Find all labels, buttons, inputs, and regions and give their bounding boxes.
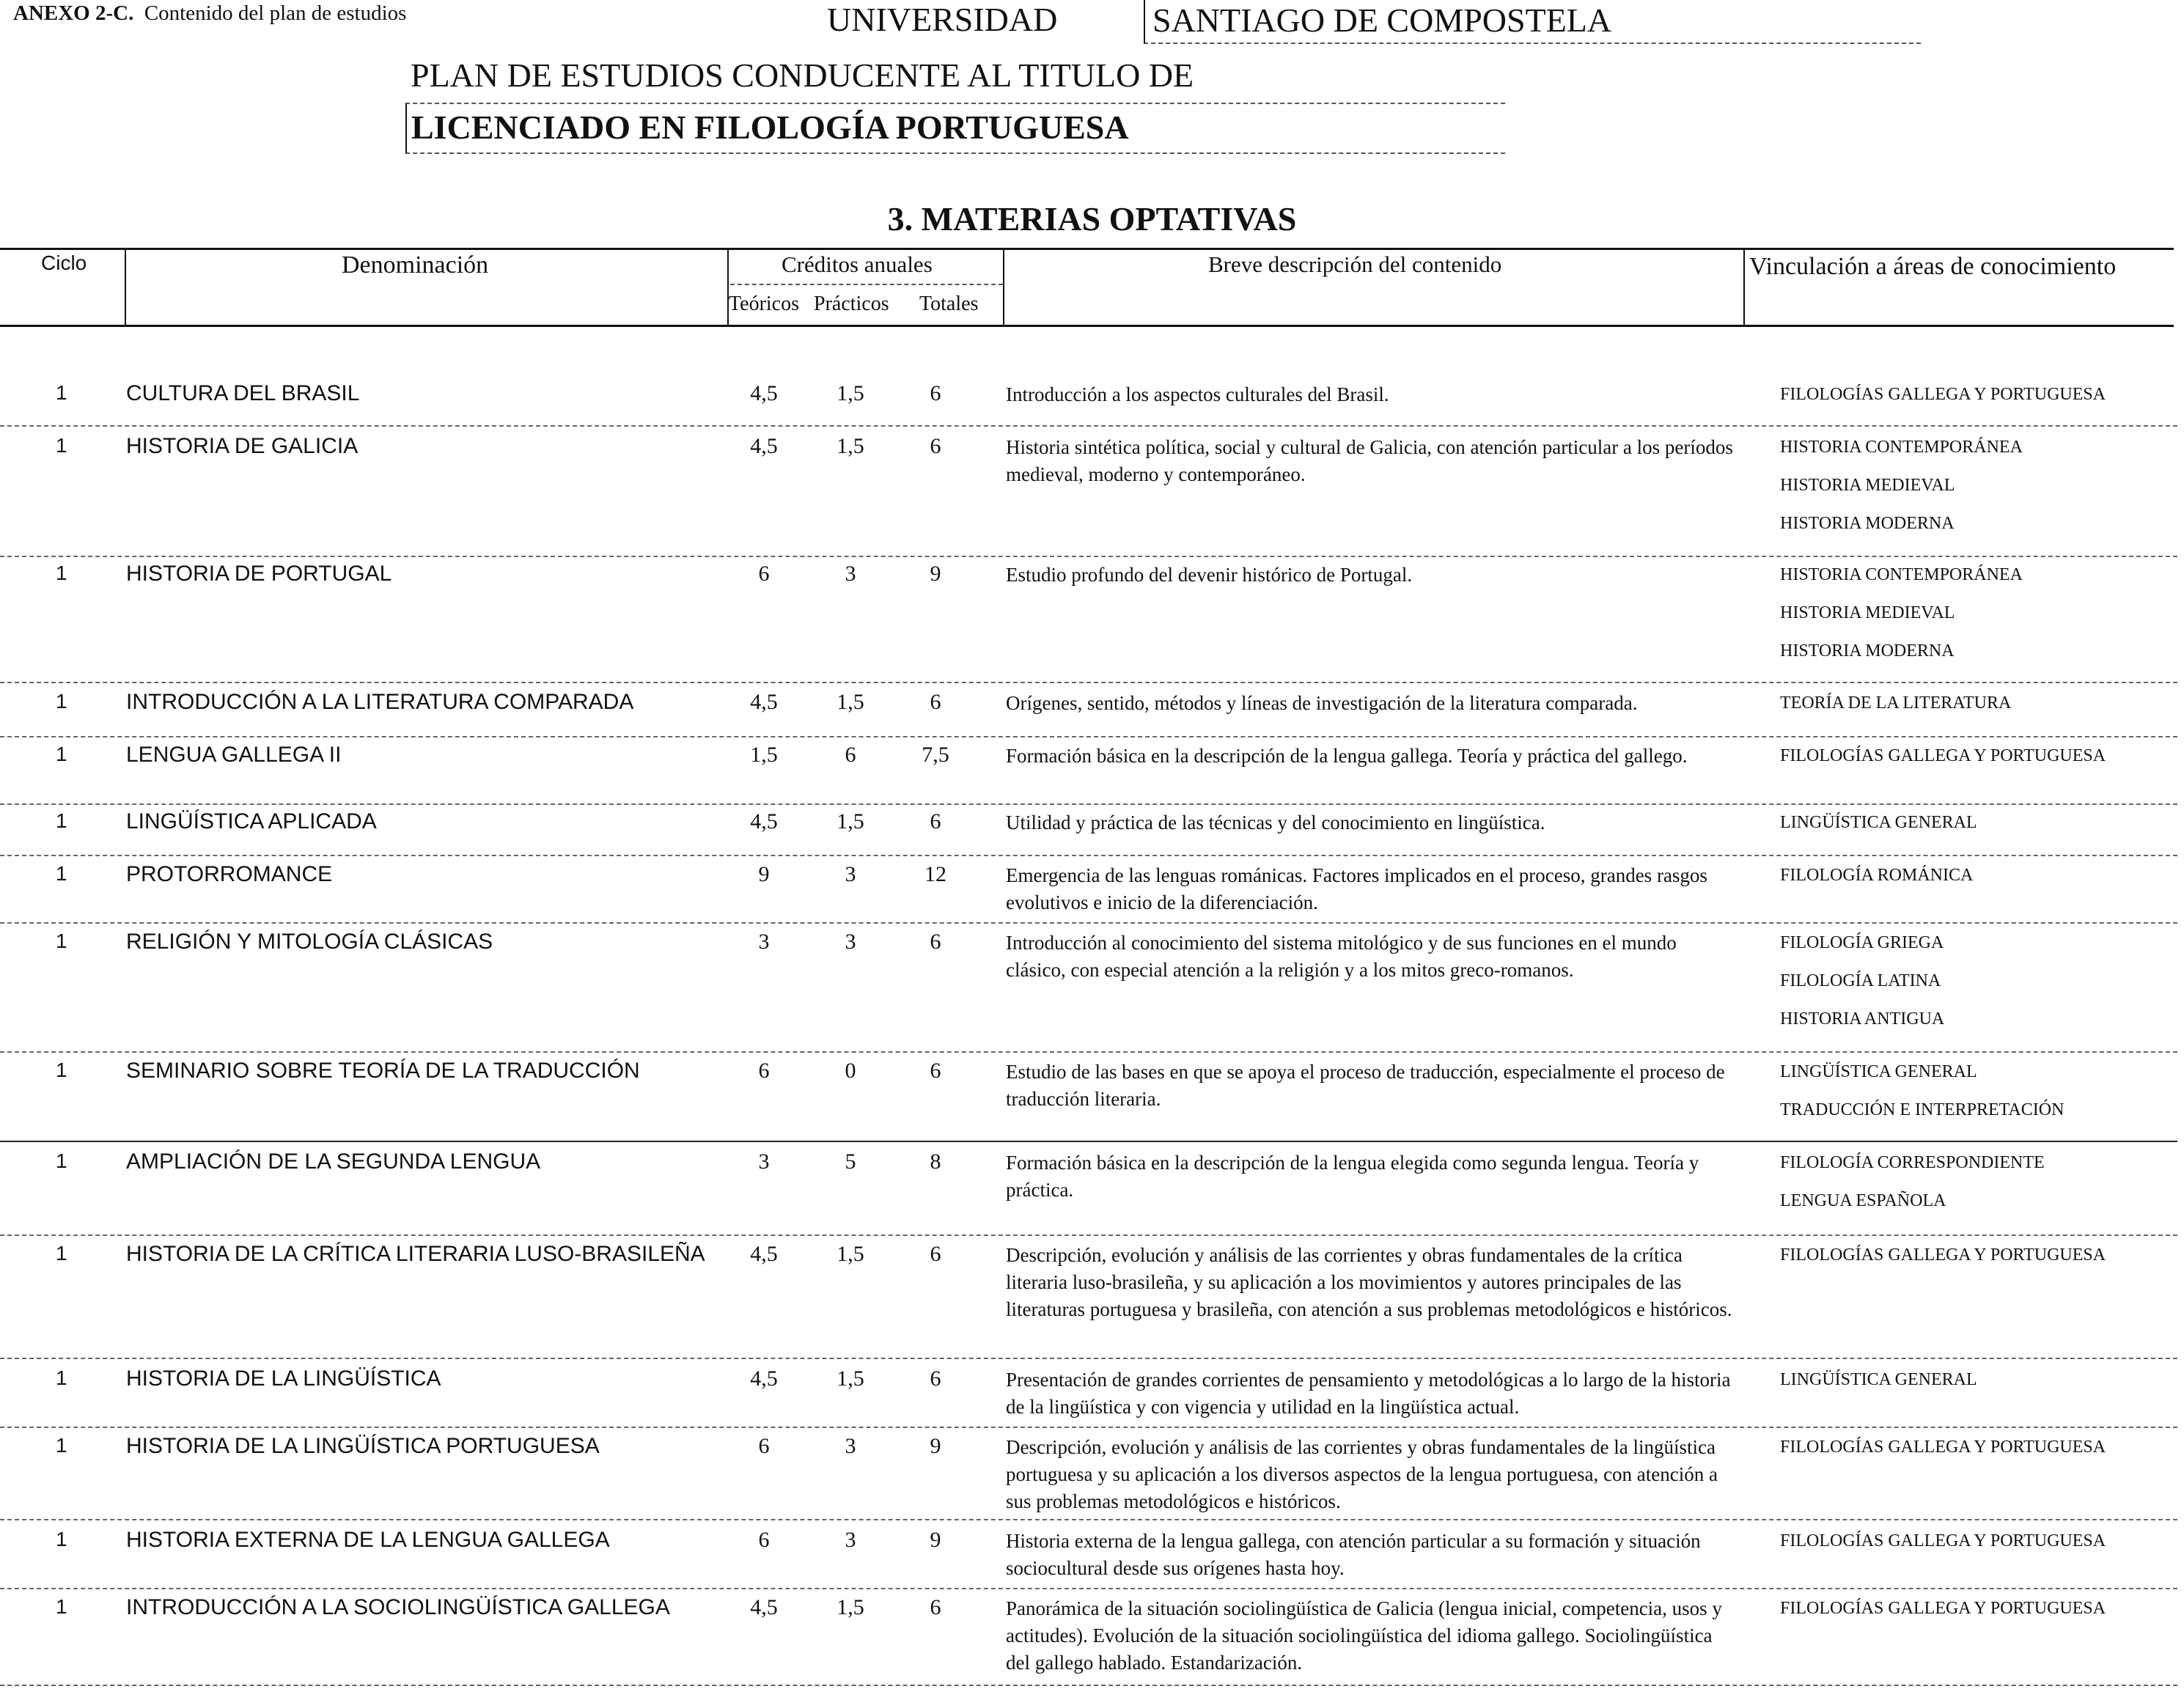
area-item: FILOLOGÍAS GALLEGA Y PORTUGUESA bbox=[1780, 746, 2106, 765]
cell-denominacion: INTRODUCCIÓN A LA LITERATURA COMPARADA bbox=[126, 690, 634, 714]
cell-totales: 6 bbox=[930, 1242, 941, 1266]
cell-descripcion: Formación básica en la descripción de la lengua elegida como segunda lengua. Teoría y práctica. bbox=[1006, 1152, 1699, 1201]
area-item: HISTORIA MODERNA bbox=[1780, 514, 1955, 533]
cell-descripcion: Presentación de grandes corrientes de pensamiento y metodológicas a lo largo de la historia de la lingüística y con vigencia y utilidad en la lingüística actual. bbox=[1006, 1369, 1731, 1418]
area-item: HISTORIA CONTEMPORÁNEA bbox=[1780, 565, 2023, 584]
degree-title: LICENCIADO EN FILOLOGÍA PORTUGUESA bbox=[405, 103, 1505, 154]
row-separator bbox=[0, 803, 2177, 805]
row-separator bbox=[0, 1519, 2177, 1520]
row-separator bbox=[0, 1141, 2177, 1142]
cell-descripcion: Emergencia de las lenguas románicas. Factores implicados en el proceso, grandes rasgos evolutivos e inicio de la diferenciación. bbox=[1006, 864, 1707, 913]
cell-areas bbox=[1780, 428, 2176, 542]
area-item: HISTORIA ANTIGUA bbox=[1780, 1009, 1945, 1029]
cell-areas bbox=[1780, 1428, 2176, 1466]
area-item: FILOLOGÍAS GALLEGA Y PORTUGUESA bbox=[1780, 1245, 2106, 1265]
row-separator bbox=[0, 1051, 2177, 1053]
cell-totales: 6 bbox=[930, 690, 941, 714]
area-item: FILOLOGÍAS GALLEGA Y PORTUGUESA bbox=[1780, 1531, 2106, 1550]
cell-practicos: 1,5 bbox=[837, 434, 864, 458]
cell-totales: 6 bbox=[930, 1366, 941, 1391]
cell-teoricos: 4,5 bbox=[750, 381, 778, 405]
area-item: FILOLOGÍAS GALLEGA Y PORTUGUESA bbox=[1780, 385, 2106, 404]
cell-denominacion: HISTORIA DE LA LINGÜÍSTICA bbox=[126, 1366, 441, 1391]
cell-practicos: 1,5 bbox=[837, 381, 864, 405]
cell-descripcion: Formación básica en la descripción de la lengua gallega. Teoría y práctica del gallego. bbox=[1006, 745, 1688, 767]
area-item: FILOLOGÍA GRIEGA bbox=[1780, 933, 1944, 952]
cell-ciclo: 1 bbox=[56, 862, 67, 885]
area-item: HISTORIA MEDIEVAL bbox=[1780, 603, 1955, 622]
cell-descripcion: Historia sintética política, social y cultural de Galicia, con atención particular a los períodos medieval, moderno y contemporáneo. bbox=[1006, 436, 1733, 485]
cell-areas bbox=[1780, 684, 2176, 722]
cell-descripcion: Descripción, evolución y análisis de las corrientes y obras fundamentales de la lingüística portuguesa y su aplicación a los diversos aspectos de la lengua portuguesa, con atención a sus problemas metodológicos e históricos. bbox=[1006, 1436, 1718, 1512]
section-title: 3. MATERIAS OPTATIVAS bbox=[887, 200, 1297, 238]
cell-practicos: 5 bbox=[845, 1149, 856, 1174]
cell-denominacion: INTRODUCCIÓN A LA SOCIOLINGÜÍSTICA GALLEGA bbox=[126, 1595, 670, 1619]
cell-denominacion: HISTORIA EXTERNA DE LA LENGUA GALLEGA bbox=[126, 1528, 610, 1552]
row-separator bbox=[0, 682, 2177, 683]
row-separator bbox=[0, 1588, 2177, 1589]
cell-denominacion: RELIGIÓN Y MITOLOGÍA CLÁSICAS bbox=[126, 930, 493, 954]
cell-totales: 6 bbox=[930, 1059, 941, 1083]
cell-practicos: 1,5 bbox=[837, 1242, 864, 1266]
cell-teoricos: 4,5 bbox=[750, 1366, 778, 1391]
cell-practicos: 1,5 bbox=[837, 809, 864, 834]
cell-teoricos: 6 bbox=[758, 1434, 770, 1458]
plan-line: PLAN DE ESTUDIOS CONDUCENTE AL TITULO DE bbox=[411, 56, 1194, 94]
cell-teoricos: 3 bbox=[758, 930, 770, 954]
area-item: TRADUCCIÓN E INTERPRETACIÓN bbox=[1780, 1100, 2064, 1119]
col-ciclo: Ciclo bbox=[41, 251, 87, 274]
cell-descripcion: Orígenes, sentido, métodos y líneas de investigación de la literatura comparada. bbox=[1006, 692, 1638, 714]
cell-teoricos: 1,5 bbox=[750, 743, 778, 767]
cell-teoricos: 4,5 bbox=[750, 809, 778, 834]
cell-teoricos: 6 bbox=[758, 1528, 770, 1552]
cell-teoricos: 4,5 bbox=[750, 1595, 778, 1619]
row-separator bbox=[0, 855, 2177, 856]
row-separator bbox=[0, 556, 2177, 557]
cell-descripcion: Estudio de las bases en que se apoya el proceso de traducción, especialmente el proceso de traducción literaria. bbox=[1006, 1061, 1725, 1110]
cell-practicos: 1,5 bbox=[837, 1595, 864, 1619]
row-separator bbox=[0, 922, 2177, 924]
cell-ciclo: 1 bbox=[56, 1528, 67, 1550]
divider bbox=[730, 284, 1003, 285]
cell-practicos: 3 bbox=[845, 862, 856, 886]
cell-areas bbox=[1780, 737, 2176, 775]
cell-totales: 7,5 bbox=[922, 743, 949, 767]
divider bbox=[125, 250, 126, 325]
cell-denominacion: LINGÜÍSTICA APLICADA bbox=[126, 809, 377, 834]
cell-areas bbox=[1780, 803, 2176, 842]
area-item: LINGÜÍSTICA GENERAL bbox=[1780, 1062, 1977, 1081]
col-descripcion: Breve descripción del contenido bbox=[1208, 251, 1502, 277]
area-item: HISTORIA MEDIEVAL bbox=[1780, 476, 1955, 495]
cell-ciclo: 1 bbox=[56, 562, 67, 584]
cell-practicos: 0 bbox=[845, 1059, 856, 1083]
cell-totales: 8 bbox=[930, 1149, 941, 1174]
area-item: HISTORIA MODERNA bbox=[1780, 641, 1955, 660]
cell-practicos: 6 bbox=[845, 743, 856, 767]
cell-practicos: 1,5 bbox=[837, 1366, 864, 1391]
cell-totales: 6 bbox=[930, 930, 941, 954]
cell-denominacion: HISTORIA DE LA LINGÜÍSTICA PORTUGUESA bbox=[126, 1434, 600, 1458]
area-item: TEORÍA DE LA LITERATURA bbox=[1780, 693, 2012, 713]
university-name: SANTIAGO DE COMPOSTELA bbox=[1144, 0, 1921, 44]
cell-denominacion: AMPLIACIÓN DE LA SEGUNDA LENGUA bbox=[126, 1149, 541, 1174]
area-item: HISTORIA CONTEMPORÁNEA bbox=[1780, 438, 2023, 457]
cell-denominacion: SEMINARIO SOBRE TEORÍA DE LA TRADUCCIÓN bbox=[126, 1059, 640, 1083]
cell-descripcion: Descripción, evolución y análisis de las corrientes y obras fundamentales de la crítica literaria luso-brasileña, y su aplicación a los movimientos y autores principales de las literaturas portuguesa y brasileña, con atención a sus problemas metodológicos e históricos. bbox=[1006, 1244, 1732, 1320]
cell-totales: 12 bbox=[924, 862, 946, 886]
cell-areas bbox=[1780, 924, 2176, 1038]
cell-denominacion: HISTORIA DE GALICIA bbox=[126, 434, 359, 458]
cell-teoricos: 4,5 bbox=[750, 690, 778, 714]
cell-descripcion: Introducción al conocimiento del sistema mitológico y de sus funciones en el mundo clásico, con especial atención a la religión y a los mitos greco-romanos. bbox=[1006, 932, 1677, 981]
area-item: LENGUA ESPAÑOLA bbox=[1780, 1191, 1946, 1210]
table-header bbox=[0, 248, 2174, 327]
cell-ciclo: 1 bbox=[56, 1059, 67, 1081]
annex-header bbox=[13, 1, 406, 26]
cell-denominacion: CULTURA DEL BRASIL bbox=[126, 381, 360, 405]
university-label: UNIVERSIDAD bbox=[827, 1, 1058, 38]
cell-descripcion: Panorámica de la situación sociolingüística de Galicia (lengua inicial, competencia, usos y actitudes). Evolución de la situación sociolingüística del idioma gallego. Sociolingüística del gallego hablado. Estandarización. bbox=[1006, 1597, 1722, 1674]
cell-teoricos: 6 bbox=[758, 1059, 770, 1083]
cell-ciclo: 1 bbox=[56, 1366, 67, 1389]
cell-areas bbox=[1780, 1144, 2176, 1220]
area-item: FILOLOGÍAS GALLEGA Y PORTUGUESA bbox=[1780, 1438, 2106, 1457]
cell-descripcion: Estudio profundo del devenir histórico de Portugal. bbox=[1006, 564, 1413, 586]
cell-teoricos: 4,5 bbox=[750, 434, 778, 458]
cell-practicos: 1,5 bbox=[837, 690, 864, 714]
cell-totales: 6 bbox=[930, 434, 941, 458]
cell-practicos: 3 bbox=[845, 1528, 856, 1552]
col-practicos: Prácticos bbox=[814, 292, 889, 315]
cell-areas bbox=[1780, 556, 2176, 670]
cell-totales: 9 bbox=[930, 1528, 941, 1552]
cell-ciclo: 1 bbox=[56, 381, 67, 404]
cell-denominacion: PROTORROMANCE bbox=[126, 862, 333, 886]
cell-ciclo: 1 bbox=[56, 930, 67, 952]
col-denominacion: Denominación bbox=[342, 251, 489, 279]
cell-areas bbox=[1780, 1053, 2176, 1129]
cell-denominacion: HISTORIA DE PORTUGAL bbox=[126, 562, 392, 586]
cell-areas bbox=[1780, 1589, 2176, 1627]
cell-areas bbox=[1780, 1236, 2176, 1274]
area-item: FILOLOGÍA CORRESPONDIENTE bbox=[1780, 1153, 2045, 1172]
cell-totales: 6 bbox=[930, 381, 941, 405]
cell-totales: 6 bbox=[930, 1595, 941, 1619]
cell-teoricos: 9 bbox=[758, 862, 770, 886]
cell-ciclo: 1 bbox=[56, 743, 67, 765]
cell-ciclo: 1 bbox=[56, 1595, 67, 1618]
cell-descripcion: Introducción a los aspectos culturales del Brasil. bbox=[1006, 383, 1389, 405]
cell-teoricos: 3 bbox=[758, 1149, 770, 1174]
cell-practicos: 3 bbox=[845, 1434, 856, 1458]
cell-totales: 9 bbox=[930, 562, 941, 586]
cell-denominacion: HISTORIA DE LA CRÍTICA LITERARIA LUSO-BRASILEÑA bbox=[126, 1242, 705, 1266]
area-item: FILOLOGÍAS GALLEGA Y PORTUGUESA bbox=[1780, 1599, 2106, 1618]
row-separator bbox=[0, 1685, 2177, 1686]
cell-teoricos: 4,5 bbox=[750, 1242, 778, 1266]
cell-denominacion: LENGUA GALLEGA II bbox=[126, 743, 342, 767]
annex-text: Contenido del plan de estudios bbox=[144, 1, 407, 25]
row-separator bbox=[0, 736, 2177, 737]
col-teoricos: Teóricos bbox=[729, 292, 800, 315]
area-item: LINGÜÍSTICA GENERAL bbox=[1780, 1370, 1977, 1389]
cell-ciclo: 1 bbox=[56, 434, 67, 457]
area-item: FILOLOGÍA LATINA bbox=[1780, 971, 1941, 990]
cell-ciclo: 1 bbox=[56, 690, 67, 713]
row-separator bbox=[0, 1358, 2177, 1359]
col-creditos: Créditos anuales bbox=[782, 251, 933, 277]
cell-areas bbox=[1780, 856, 2176, 894]
divider bbox=[1743, 250, 1745, 325]
cell-ciclo: 1 bbox=[56, 809, 67, 832]
cell-areas bbox=[1780, 375, 2176, 413]
cell-ciclo: 1 bbox=[56, 1149, 67, 1172]
area-item: LINGÜÍSTICA GENERAL bbox=[1780, 813, 1977, 832]
cell-totales: 6 bbox=[930, 809, 941, 834]
cell-areas bbox=[1780, 1361, 2176, 1399]
annex-label: ANEXO 2-C. bbox=[13, 1, 134, 25]
row-separator bbox=[0, 1234, 2177, 1236]
divider bbox=[1003, 250, 1004, 325]
cell-descripcion: Utilidad y práctica de las técnicas y del conocimiento en lingüística. bbox=[1006, 812, 1545, 834]
cell-teoricos: 6 bbox=[758, 562, 770, 586]
cell-totales: 9 bbox=[930, 1434, 941, 1458]
row-separator bbox=[0, 425, 2177, 427]
col-vinculacion: Vinculación a áreas de conocimiento bbox=[1749, 253, 2117, 280]
cell-descripcion: Historia externa de la lengua gallega, con atención particular a su formación y situación sociocultural desde sus orígenes hasta hoy. bbox=[1006, 1530, 1701, 1579]
cell-ciclo: 1 bbox=[56, 1434, 67, 1457]
cell-practicos: 3 bbox=[845, 562, 856, 586]
col-totales: Totales bbox=[919, 292, 979, 315]
cell-ciclo: 1 bbox=[56, 1242, 67, 1265]
area-item: FILOLOGÍA ROMÁNICA bbox=[1780, 866, 1974, 885]
cell-areas bbox=[1780, 1522, 2176, 1560]
row-separator bbox=[0, 1427, 2177, 1428]
cell-practicos: 3 bbox=[845, 930, 856, 954]
